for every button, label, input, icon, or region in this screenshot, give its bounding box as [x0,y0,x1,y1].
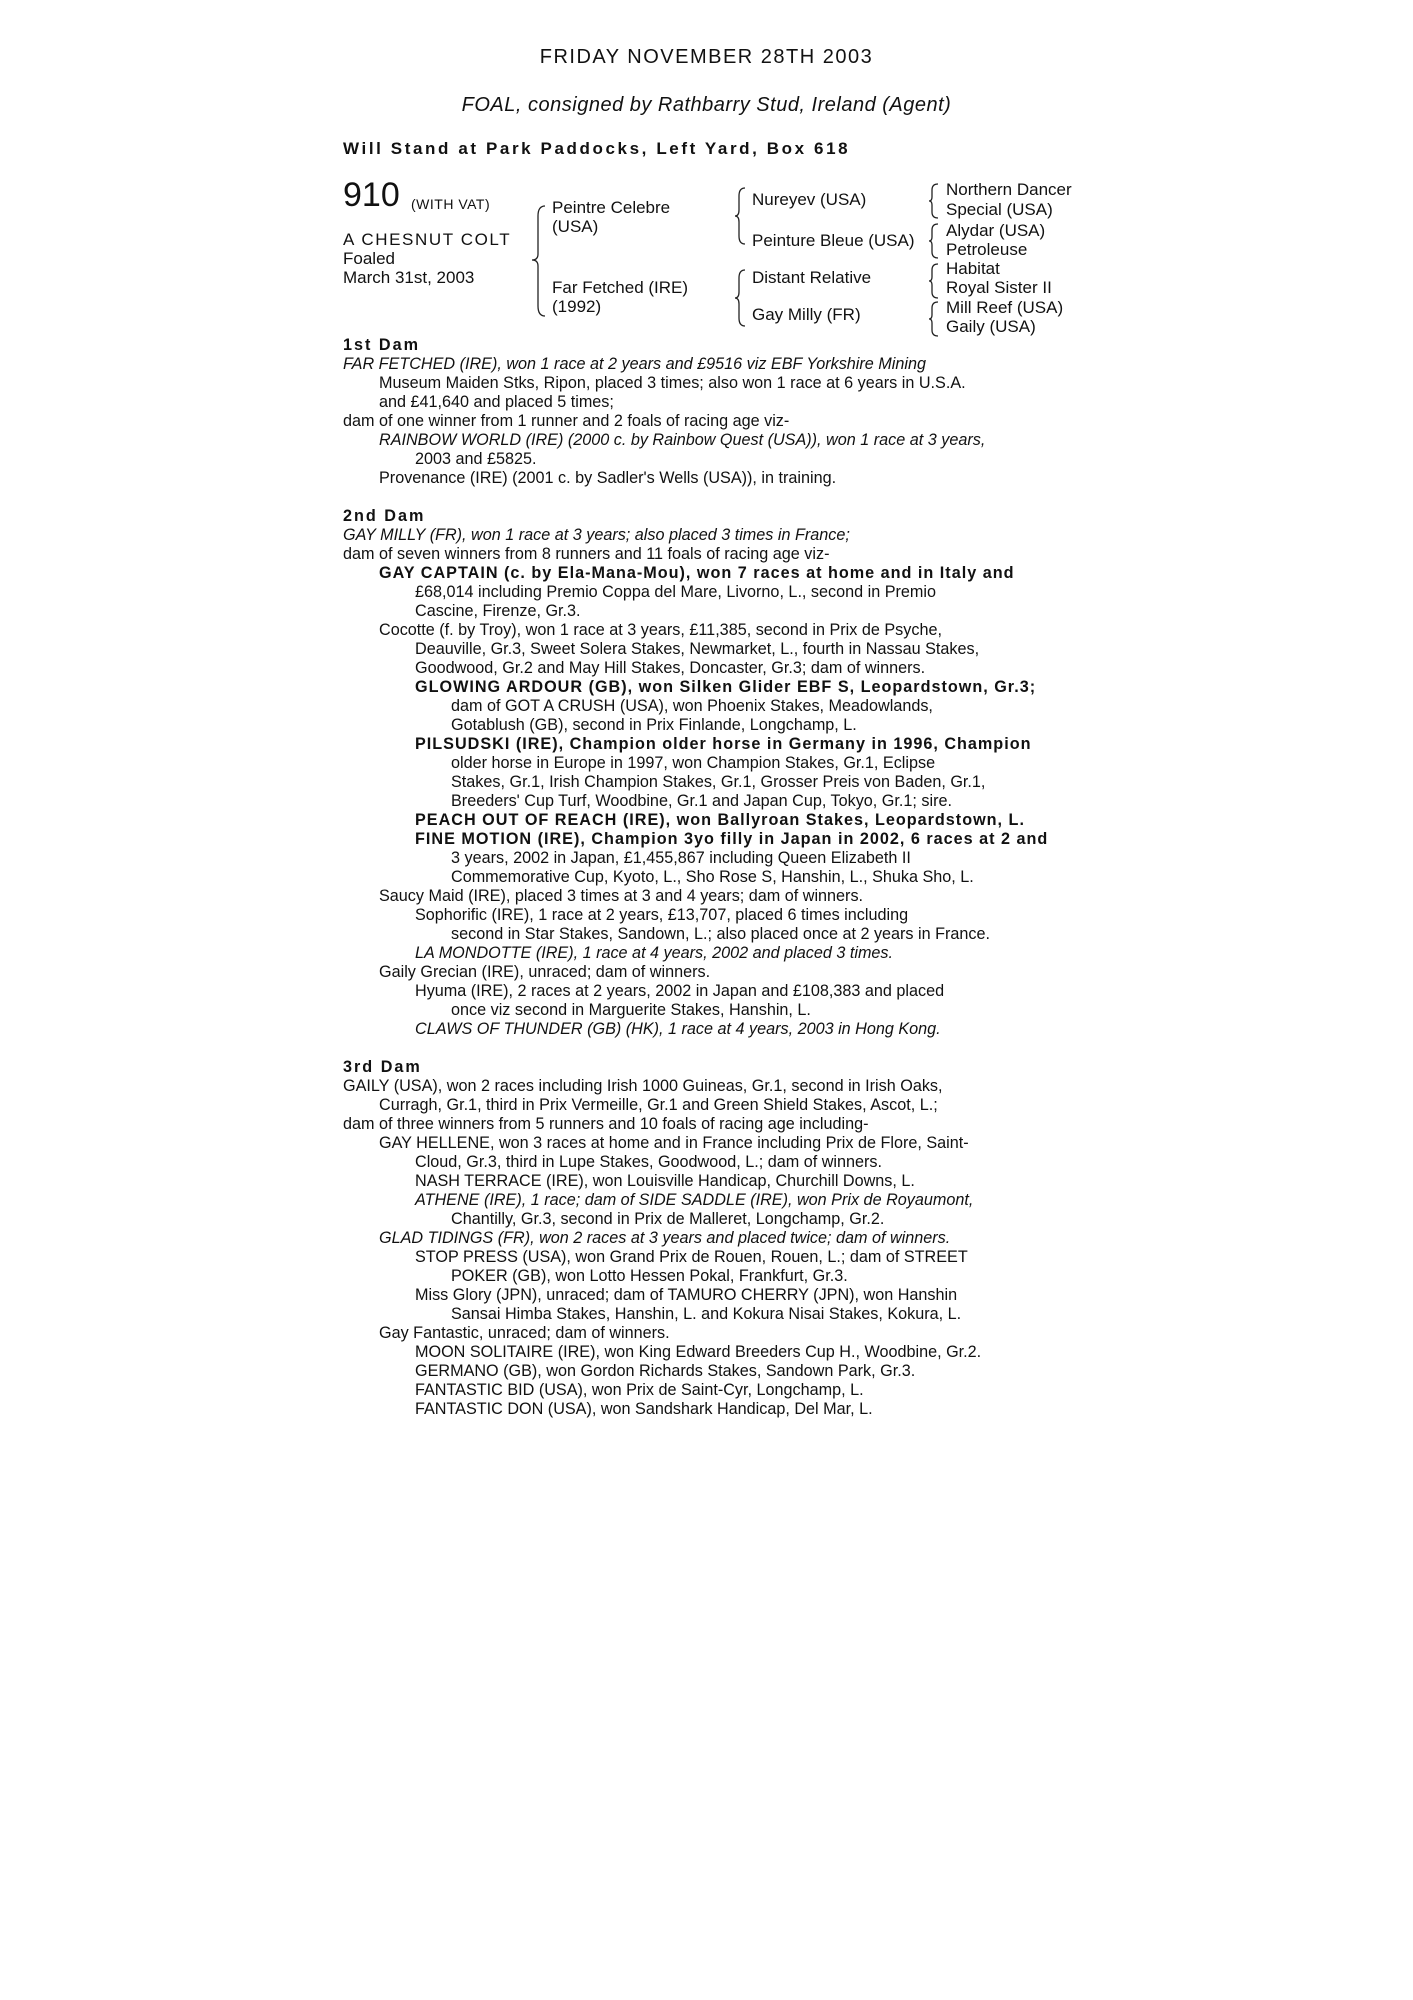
text-line: Deauville, Gr.3, Sweet Solera Stakes, Newmarket, L., fourth in Nassau Stakes, [415,640,980,658]
text-line: older horse in Europe in 1997, won Champion Stakes, Gr.1, Eclipse [451,754,936,772]
text-line: PEACH OUT OF REACH (IRE), won Ballyroan Stakes, Leopardstown, L. [415,811,1025,829]
pedigree-dam-dam: Gay Milly (FR) [752,305,861,324]
text-line: £68,014 including Premio Coppa del Mare, Livorno, L., second in Premio [415,583,936,601]
text-line: FANTASTIC DON (USA), won Sandshark Handicap, Del Mar, L. [415,1400,873,1418]
text-line: Commemorative Cup, Kyoto, L., Sho Rose S, Hanshin, L., Shuka Sho, L. [451,868,974,886]
text-line: FANTASTIC BID (USA), won Prix de Saint-Cyr, Longchamp, L. [415,1381,864,1399]
pedigree-g4-1: Northern Dancer [946,180,1072,199]
pedigree-g4-2: Special (USA) [946,200,1053,219]
text-line: Sansai Himba Stakes, Hanshin, L. and Kokura Nisai Stakes, Kokura, L. [451,1305,962,1323]
text-line: Stakes, Gr.1, Irish Champion Stakes, Gr.1, Grosser Preis von Baden, Gr.1, [451,773,986,791]
text-line: Curragh, Gr.1, third in Prix Vermeille, Gr.1 and Green Shield Stakes, Ascot, L.; [379,1096,938,1114]
text-line: Provenance (IRE) (2001 c. by Sadler's Wells (USA)), in training. [379,469,837,487]
text-line: FAR FETCHED (IRE), won 1 race at 2 years and £9516 viz EBF Yorkshire Mining [343,355,926,373]
text-line: GLOWING ARDOUR (GB), won Silken Glider EBF S, Leopardstown, Gr.3; [415,678,1037,696]
pedigree-g4-8: Gaily (USA) [946,317,1036,336]
sale-date: FRIDAY NOVEMBER 28TH 2003 [539,46,874,68]
text-line: Gaily Grecian (IRE), unraced; dam of winners. [379,963,711,981]
pedigree-sire-sire: Nureyev (USA) [752,190,867,209]
text-line: dam of GOT A CRUSH (USA), won Phoenix Stakes, Meadowlands, [451,697,933,715]
text-line: GAY CAPTAIN (c. by Ela-Mana-Mou), won 7 races at home and in Italy and [379,564,1015,582]
pedigree-g4-3: Alydar (USA) [946,221,1046,240]
text-line: GLAD TIDINGS (FR), won 2 races at 3 years and placed twice; dam of winners. [379,1229,951,1247]
pedigree-g4-5: Habitat [946,259,1000,278]
text-line: Hyuma (IRE), 2 races at 2 years, 2002 in Japan and £108,383 and placed [415,982,945,1000]
section-heading: 2nd Dam [343,507,426,525]
text-line: second in Star Stakes, Sandown, L.; also placed once at 2 years in France. [451,925,990,943]
text-line: Miss Glory (JPN), unraced; dam of TAMURO CHERRY (JPN), won Hanshin [415,1286,958,1304]
text-line: Gotablush (GB), second in Prix Finlande, Longchamp, L. [451,716,857,734]
text-line: MOON SOLITAIRE (IRE), won King Edward Breeders Cup H., Woodbine, Gr.2. [415,1343,982,1361]
text-line: RAINBOW WORLD (IRE) (2000 c. by Rainbow Quest (USA)), won 1 race at 3 years, [379,431,986,449]
text-line: Cascine, Firenze, Gr.3. [415,602,581,620]
text-line: GAILY (USA), won 2 races including Irish 1000 Guineas, Gr.1, second in Irish Oaks, [343,1077,943,1095]
text-line: NASH TERRACE (IRE), won Louisville Handicap, Churchill Downs, L. [415,1172,915,1190]
stand-location: Will Stand at Park Paddocks, Left Yard, Box 618 [343,139,851,158]
produce-record [343,336,1083,1419]
text-line: Goodwood, Gr.2 and May Hill Stakes, Doncaster, Gr.3; dam of winners. [415,659,926,677]
text-line: and £41,640 and placed 5 times; [379,393,614,411]
text-line: Breeders' Cup Turf, Woodbine, Gr.1 and Japan Cup, Tokyo, Gr.1; sire. [451,792,952,810]
text-line: LA MONDOTTE (IRE), 1 race at 4 years, 2002 and placed 3 times. [415,944,894,962]
pedigree-dam: Far Fetched (IRE) (1992) [552,278,689,316]
text-line: Cocotte (f. by Troy), won 1 race at 3 years, £11,385, second in Prix de Psyche, [379,621,942,639]
lot-number: 910 [343,176,400,214]
pedigree-g4-4: Petroleuse [946,240,1028,259]
text-line: 3 years, 2002 in Japan, £1,455,867 including Queen Elizabeth II [451,849,911,867]
text-line: dam of one winner from 1 runner and 2 foals of racing age viz- [343,412,790,430]
text-line: Cloud, Gr.3, third in Lupe Stakes, Goodwood, L.; dam of winners. [415,1153,882,1171]
pedigree-g4-6: Royal Sister II [946,278,1052,297]
pedigree-sire-dam: Peinture Bleue (USA) [752,231,915,250]
lot-description: A CHESNUT COLT [343,230,512,249]
text-line: GAY HELLENE, won 3 races at home and in France including Prix de Flore, Saint- [379,1134,969,1152]
text-line: Chantilly, Gr.3, second in Prix de Malleret, Longchamp, Gr.2. [451,1210,885,1228]
text-line: ATHENE (IRE), 1 race; dam of SIDE SADDLE (IRE), won Prix de Royaumont, [415,1191,974,1209]
text-line: PILSUDSKI (IRE), Champion older horse in Germany in 1996, Champion [415,735,1032,753]
text-line: Saucy Maid (IRE), placed 3 times at 3 and 4 years; dam of winners. [379,887,864,905]
pedigree-g4-7: Mill Reef (USA) [946,298,1064,317]
text-line: POKER (GB), won Lotto Hessen Pokal, Frankfurt, Gr.3. [451,1267,848,1285]
text-line: STOP PRESS (USA), won Grand Prix de Rouen, Rouen, L.; dam of STREET [415,1248,968,1266]
foaled-label: Foaled [343,249,395,268]
text-line: dam of seven winners from 8 runners and 11 foals of racing age viz- [343,545,830,563]
section-heading: 3rd Dam [343,1058,422,1076]
text-line: Sophorific (IRE), 1 race at 2 years, £13,707, placed 6 times including [415,906,909,924]
consignor-line: FOAL, consigned by Rathbarry Stud, Ireland (Agent) [461,94,952,116]
text-line: GERMANO (GB), won Gordon Richards Stakes, Sandown Park, Gr.3. [415,1362,916,1380]
text-line: FINE MOTION (IRE), Champion 3yo filly in Japan in 2002, 6 races at 2 and [415,830,1049,848]
foaled-date: March 31st, 2003 [343,268,475,287]
pedigree-dam-sire: Distant Relative [752,268,872,287]
text-line: 2003 and £5825. [415,450,537,468]
text-line: GAY MILLY (FR), won 1 race at 3 years; also placed 3 times in France; [343,526,850,544]
pedigree-sire: Peintre Celebre (USA) [552,198,671,236]
section-heading: 1st Dam [343,336,420,354]
text-line: dam of three winners from 5 runners and 10 foals of racing age including- [343,1115,869,1133]
text-line: Gay Fantastic, unraced; dam of winners. [379,1324,670,1342]
text-line: CLAWS OF THUNDER (GB) (HK), 1 race at 4 years, 2003 in Hong Kong. [415,1020,941,1038]
vat-note: (WITH VAT) [411,196,491,212]
text-line: Museum Maiden Stks, Ripon, placed 3 times; also won 1 race at 6 years in U.S.A. [379,374,966,392]
text-line: once viz second in Marguerite Stakes, Hanshin, L. [451,1001,811,1019]
